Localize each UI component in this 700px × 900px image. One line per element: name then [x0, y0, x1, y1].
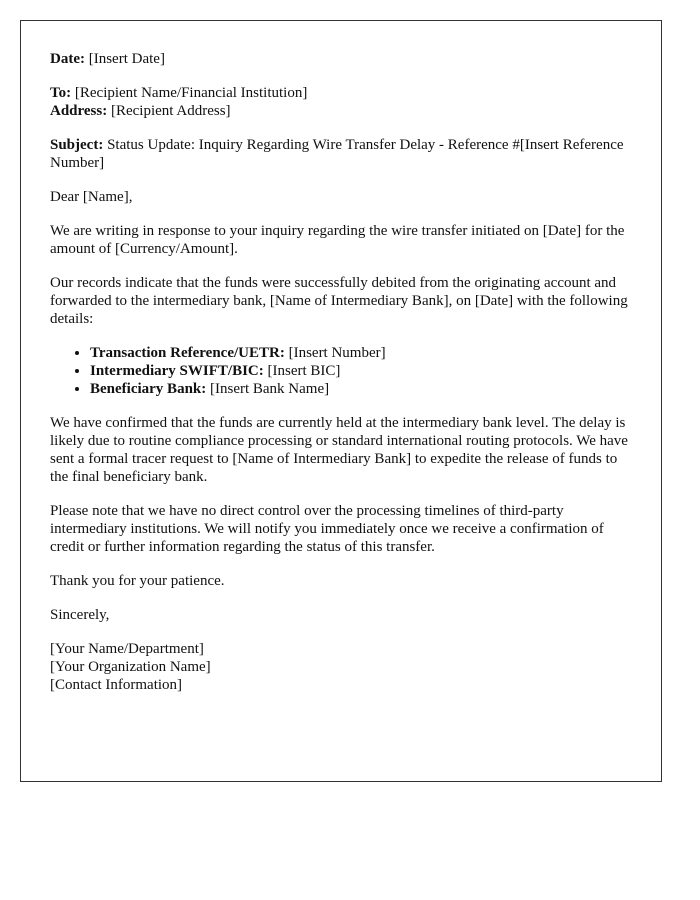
signature-organization: [Your Organization Name]: [50, 659, 211, 675]
detail-value: [Insert BIC]: [263, 363, 341, 379]
signature-name: [Your Name/Department]: [50, 641, 204, 657]
date-line: [50, 50, 632, 68]
list-item: [90, 380, 632, 398]
detail-value: [Insert Bank Name]: [206, 381, 330, 397]
list-item: [90, 362, 632, 380]
paragraph-inquiry: We are writing in response to your inquiry regarding the wire transfer initiated on [Date] for the amount of [Currency/Amount].: [50, 223, 625, 257]
detail-label: Beneficiary Bank:: [90, 381, 207, 397]
thanks-line: Thank you for your patience.: [50, 573, 225, 589]
to-line: [50, 84, 632, 102]
paragraph-confirmation: We have confirmed that the funds are currently held at the intermediary bank level. The delay is likely due to routine compliance processing or standard international routing protocols. We have sent a formal tracer request to [Name of Intermediary Bank] to expedite the release of funds to the final beneficiary bank.: [50, 415, 628, 485]
to-value: [Recipient Name/Financial Institution]: [71, 85, 308, 101]
recipient-block: [50, 84, 632, 120]
salutation: Dear [Name],: [50, 189, 133, 205]
address-value: [Recipient Address]: [107, 103, 231, 119]
detail-value: [Insert Number]: [284, 345, 386, 361]
transfer-details-list: [50, 344, 632, 398]
detail-label: Transaction Reference/UETR:: [90, 345, 285, 361]
paragraph-notice: Please note that we have no direct control over the processing timelines of third-party intermediary institutions. We will notify you immediately once we receive a confirmation of credit or further information regarding the status of this transfer.: [50, 503, 604, 555]
signature-block: [50, 640, 632, 694]
detail-label: Intermediary SWIFT/BIC:: [90, 363, 264, 379]
subject-label: Subject:: [50, 137, 104, 153]
paragraph-records: Our records indicate that the funds were successfully debited from the originating account and forwarded to the intermediary bank, [Name of Intermediary Bank], on [Date] with the following details:: [50, 275, 628, 327]
valediction: Sincerely,: [50, 607, 110, 623]
list-item: [90, 344, 632, 362]
subject-line: [50, 136, 632, 172]
signature-contact: [Contact Information]: [50, 677, 183, 693]
letter-page: [20, 20, 662, 782]
address-label: Address:: [50, 103, 108, 119]
address-line: [50, 102, 632, 120]
date-value: [Insert Date]: [84, 51, 165, 67]
date-label: Date:: [50, 51, 85, 67]
subject-value: Status Update: Inquiry Regarding Wire Transfer Delay - Reference #[Insert Reference Number]: [50, 137, 624, 171]
to-label: To:: [50, 85, 72, 101]
